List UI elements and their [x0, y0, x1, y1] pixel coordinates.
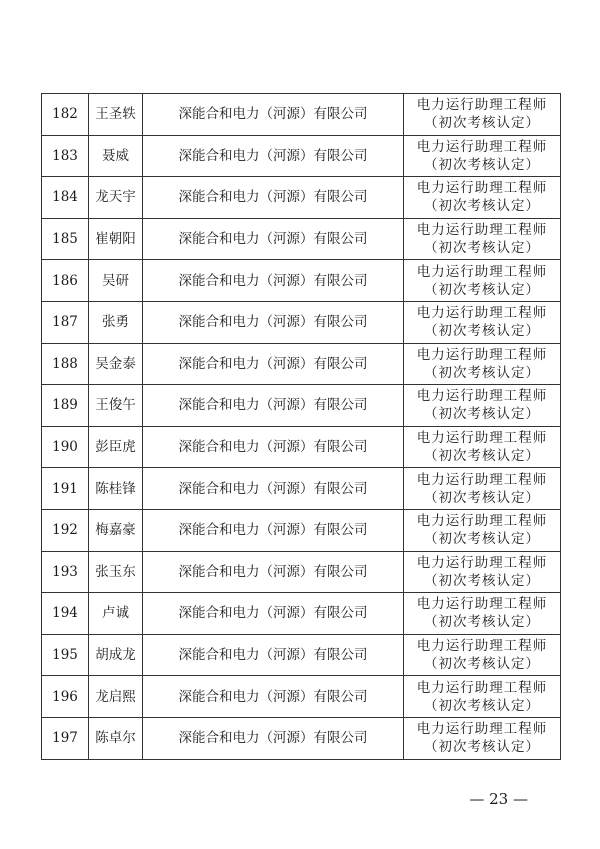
qualification-title-line1: 电力运行助理工程师 [416, 222, 548, 239]
qualification-title [404, 468, 561, 510]
qualification-title [404, 135, 561, 177]
qualification-title-line1: 电力运行助理工程师 [416, 638, 548, 655]
person-name: 彭臣虎 [89, 426, 143, 468]
row-number: 195 [42, 634, 89, 676]
person-name: 龙天宇 [89, 177, 143, 219]
table-row [42, 468, 561, 510]
row-number: 197 [42, 717, 89, 759]
qualification-title-line2: （初次考核认定） [424, 531, 540, 548]
person-name: 张勇 [89, 301, 143, 343]
person-name: 陈桂锋 [89, 468, 143, 510]
table-row [42, 218, 561, 260]
qualification-title-line2: （初次考核认定） [424, 697, 540, 714]
person-name: 陈卓尔 [89, 717, 143, 759]
row-number: 187 [42, 301, 89, 343]
qualification-title-line1: 电力运行助理工程师 [416, 471, 548, 488]
qualification-title-line2: （初次考核认定） [424, 323, 540, 340]
qualification-title-line2: （初次考核认定） [424, 572, 540, 589]
qualification-title-line1: 电力运行助理工程师 [416, 346, 548, 363]
qualification-title [404, 260, 561, 302]
qualification-title-line1: 电力运行助理工程师 [416, 263, 548, 280]
company-name: 深能合和电力（河源）有限公司 [143, 551, 404, 593]
person-name: 胡成龙 [89, 634, 143, 676]
person-name: 王圣轶 [89, 94, 143, 136]
qualification-title [404, 509, 561, 551]
table-row [42, 676, 561, 718]
company-name: 深能合和电力（河源）有限公司 [143, 468, 404, 510]
table-row [42, 426, 561, 468]
row-number: 194 [42, 593, 89, 635]
qualification-title-line1: 电力运行助理工程师 [416, 679, 548, 696]
person-name: 王俊午 [89, 385, 143, 427]
qualification-title-line2: （初次考核认定） [424, 406, 540, 423]
qualification-title-line2: （初次考核认定） [424, 614, 540, 631]
company-name: 深能合和电力（河源）有限公司 [143, 509, 404, 551]
table-row [42, 717, 561, 759]
company-name: 深能合和电力（河源）有限公司 [143, 717, 404, 759]
person-name: 吴金泰 [89, 343, 143, 385]
person-name: 梅嘉豪 [89, 509, 143, 551]
person-name: 崔朝阳 [89, 218, 143, 260]
company-name: 深能合和电力（河源）有限公司 [143, 676, 404, 718]
qualification-title-line1: 电力运行助理工程师 [416, 180, 548, 197]
company-name: 深能合和电力（河源）有限公司 [143, 135, 404, 177]
qualification-title [404, 385, 561, 427]
person-name: 吴研 [89, 260, 143, 302]
table-row [42, 301, 561, 343]
qualification-title-line1: 电力运行助理工程师 [416, 721, 548, 738]
table-row [42, 593, 561, 635]
qualification-title [404, 94, 561, 136]
qualification-title [404, 343, 561, 385]
table-row [42, 343, 561, 385]
table-row [42, 135, 561, 177]
qualification-title-line2: （初次考核认定） [424, 364, 540, 381]
row-number: 192 [42, 509, 89, 551]
row-number: 188 [42, 343, 89, 385]
qualification-title [404, 301, 561, 343]
qualification-title-line1: 电力运行助理工程师 [416, 97, 548, 114]
company-name: 深能合和电力（河源）有限公司 [143, 94, 404, 136]
person-name: 龙启熙 [89, 676, 143, 718]
qualification-title [404, 218, 561, 260]
row-number: 183 [42, 135, 89, 177]
qualification-title-line1: 电力运行助理工程师 [416, 513, 548, 530]
company-name: 深能合和电力（河源）有限公司 [143, 634, 404, 676]
company-name: 深能合和电力（河源）有限公司 [143, 301, 404, 343]
qualification-title-line1: 电力运行助理工程师 [416, 554, 548, 571]
table-row [42, 634, 561, 676]
qualification-title [404, 177, 561, 219]
qualification-title-line1: 电力运行助理工程师 [416, 305, 548, 322]
qualification-title-line2: （初次考核认定） [424, 281, 540, 298]
qualification-title [404, 551, 561, 593]
page-number-text: — 23 — [469, 790, 528, 808]
qualification-title-line2: （初次考核认定） [424, 156, 540, 173]
qualification-title [404, 634, 561, 676]
qualification-title-line1: 电力运行助理工程师 [416, 596, 548, 613]
person-name: 卢诚 [89, 593, 143, 635]
qualification-title-line2: （初次考核认定） [424, 656, 540, 673]
row-number: 191 [42, 468, 89, 510]
row-number: 186 [42, 260, 89, 302]
qualification-title-line1: 电力运行助理工程师 [416, 138, 548, 155]
qualification-title [404, 426, 561, 468]
qualification-title-line2: （初次考核认定） [424, 115, 540, 132]
table-row [42, 385, 561, 427]
row-number: 184 [42, 177, 89, 219]
qualification-title [404, 593, 561, 635]
company-name: 深能合和电力（河源）有限公司 [143, 218, 404, 260]
company-name: 深能合和电力（河源）有限公司 [143, 426, 404, 468]
row-number: 185 [42, 218, 89, 260]
person-name: 张玉东 [89, 551, 143, 593]
company-name: 深能合和电力（河源）有限公司 [143, 385, 404, 427]
qualification-title-line1: 电力运行助理工程师 [416, 430, 548, 447]
table-row [42, 94, 561, 136]
row-number: 196 [42, 676, 89, 718]
qualification-title-line2: （初次考核认定） [424, 489, 540, 506]
qualification-title [404, 676, 561, 718]
row-number: 189 [42, 385, 89, 427]
qualification-title-line2: （初次考核认定） [424, 198, 540, 215]
company-name: 深能合和电力（河源）有限公司 [143, 343, 404, 385]
qualification-title-line2: （初次考核认定） [424, 448, 540, 465]
qualification-table [41, 93, 561, 760]
table-row [42, 509, 561, 551]
qualification-title [404, 717, 561, 759]
qualification-title-line1: 电力运行助理工程师 [416, 388, 548, 405]
table-row [42, 177, 561, 219]
row-number: 182 [42, 94, 89, 136]
qualification-title-line2: （初次考核认定） [424, 739, 540, 756]
qualification-title-line2: （初次考核认定） [424, 240, 540, 257]
page-number [0, 790, 600, 808]
row-number: 190 [42, 426, 89, 468]
company-name: 深能合和电力（河源）有限公司 [143, 593, 404, 635]
table-row [42, 551, 561, 593]
person-name: 聂威 [89, 135, 143, 177]
table-row [42, 260, 561, 302]
company-name: 深能合和电力（河源）有限公司 [143, 260, 404, 302]
company-name: 深能合和电力（河源）有限公司 [143, 177, 404, 219]
row-number: 193 [42, 551, 89, 593]
